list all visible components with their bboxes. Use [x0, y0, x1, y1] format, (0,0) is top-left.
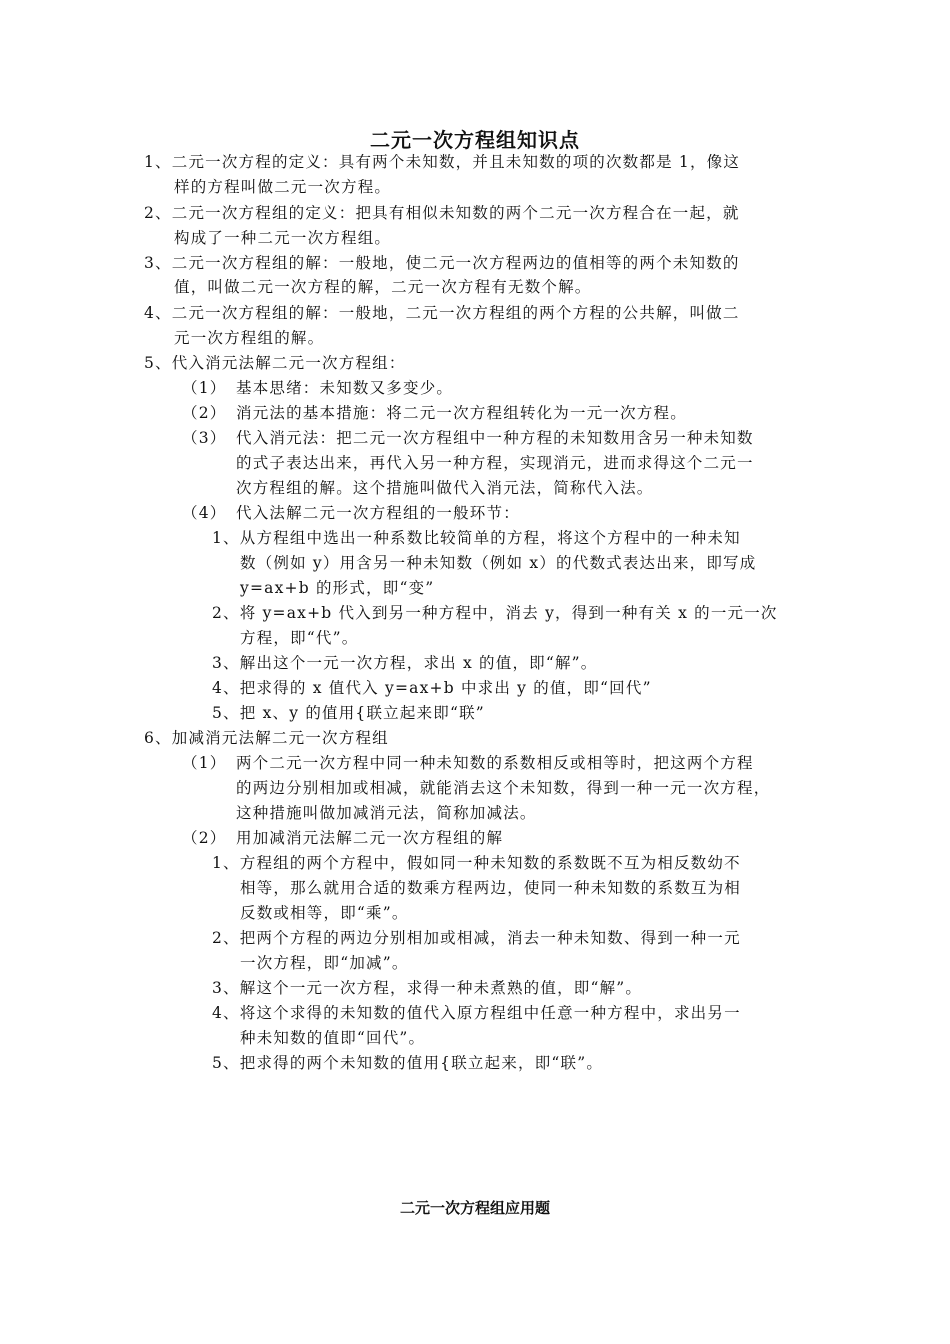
step-6-2-4-line-2: 种未知数的值即“回代”。 — [240, 1029, 426, 1047]
item-5-1-number: （1） — [182, 379, 227, 397]
item-5-3-line-3: 次方程组的解。这个措施叫做代入消元法，简称代入法。 — [236, 479, 654, 497]
step-5-4-1-line-1: 1、从方程组中选出一种系数比较简单的方程，将这个方程中的一种未知 — [212, 529, 741, 547]
item-5-2-number: （2） — [182, 404, 227, 422]
step-5-4-5: 5、把 x、y 的值用{联立起来即“联” — [212, 704, 485, 722]
step-5-4-1-line-3: y=ax+b 的形式，即“变” — [240, 579, 435, 597]
item-6-1-line-2: 的两边分别相加或相减，就能消去这个未知数，得到一种一元一次方程， — [236, 779, 771, 797]
item-1-line-1: 1、二元一次方程的定义：具有两个未知数，并且未知数的项的次数都是 1，像这 — [144, 153, 741, 171]
item-1-line-2: 样的方程叫做二元一次方程。 — [174, 178, 392, 196]
item-6-2-text: 用加减消元法解二元一次方程组的解 — [236, 829, 504, 847]
item-2-line-2: 构成了一种二元一次方程组。 — [174, 229, 392, 247]
item-5-2-text: 消元法的基本措施：将二元一次方程组转化为一元一次方程。 — [236, 404, 687, 422]
item-3-line-1: 3、二元一次方程组的解：一般地，使二元一次方程两边的值相等的两个未知数的 — [144, 254, 740, 272]
section-title-applications: 二元一次方程组应用题 — [399, 1199, 550, 1217]
item-5-heading: 5、代入消元法解二元一次方程组： — [144, 354, 406, 372]
item-3-line-2: 值，叫做二元一次方程的解，二元一次方程有无数个解。 — [174, 278, 592, 296]
item-4-line-2: 元一次方程组的解。 — [174, 329, 325, 347]
step-6-2-1-line-3: 反数或相等，即“乘”。 — [240, 904, 409, 922]
step-5-4-4: 4、把求得的 x 值代入 y=ax+b 中求出 y 的值，即“回代” — [212, 679, 652, 697]
item-2-line-1: 2、二元一次方程组的定义：把具有相似未知数的两个二元一次方程合在一起，就 — [144, 204, 740, 222]
step-5-4-2-line-1: 2、将 y=ax+b 代入到另一种方程中，消去 y，得到一种有关 x 的一元一次 — [212, 604, 778, 622]
document-title: 二元一次方程组知识点 — [370, 128, 580, 152]
item-6-1-line-3: 这种措施叫做加减消元法，简称加减法。 — [236, 804, 537, 822]
step-5-4-1-line-2: 数（例如 y）用含另一种未知数（例如 x）的代数式表达出来，即写成 — [240, 554, 757, 572]
step-6-2-5: 5、把求得的两个未知数的值用{联立起来，即“联”。 — [212, 1054, 604, 1072]
step-6-2-4-line-1: 4、将这个求得的未知数的值代入原方程组中任意一种方程中，求出另一 — [212, 1004, 741, 1022]
item-5-3-line-1: 代入消元法：把二元一次方程组中一种方程的未知数用含另一种未知数 — [236, 429, 754, 447]
item-5-4-text: 代入法解二元一次方程组的一般环节： — [236, 504, 520, 522]
step-5-4-3: 3、解出这个一元一次方程，求出 x 的值，即“解”。 — [212, 654, 598, 672]
item-5-4-number: （4） — [182, 504, 227, 522]
step-5-4-2-line-2: 方程，即“代”。 — [240, 629, 359, 647]
step-6-2-3: 3、解这个一元一次方程，求得一种未煮熟的值，即“解”。 — [212, 979, 643, 997]
step-6-2-2-line-1: 2、把两个方程的两边分别相加或相减，消去一种未知数、得到一种一元 — [212, 929, 741, 947]
step-6-2-2-line-2: 一次方程，即“加减”。 — [240, 954, 409, 972]
item-6-2-number: （2） — [182, 829, 227, 847]
item-5-3-number: （3） — [182, 429, 227, 447]
item-6-1-line-1: 两个二元一次方程中同一种未知数的系数相反或相等时，把这两个方程 — [236, 754, 754, 772]
item-6-heading: 6、加减消元法解二元一次方程组 — [144, 729, 389, 747]
step-6-2-1-line-2: 相等，那么就用合适的数乘方程两边，使同一种未知数的系数互为相 — [240, 879, 742, 897]
item-4-line-1: 4、二元一次方程组的解：一般地，二元一次方程组的两个方程的公共解，叫做二 — [144, 304, 740, 322]
item-5-1-text: 基本思绪：未知数又多变少。 — [236, 379, 454, 397]
item-5-3-line-2: 的式子表达出来，再代入另一种方程，实现消元，进而求得这个二元一 — [236, 454, 754, 472]
step-6-2-1-line-1: 1、方程组的两个方程中，假如同一种未知数的系数既不互为相反数幼不 — [212, 854, 741, 872]
item-6-1-number: （1） — [182, 754, 227, 772]
